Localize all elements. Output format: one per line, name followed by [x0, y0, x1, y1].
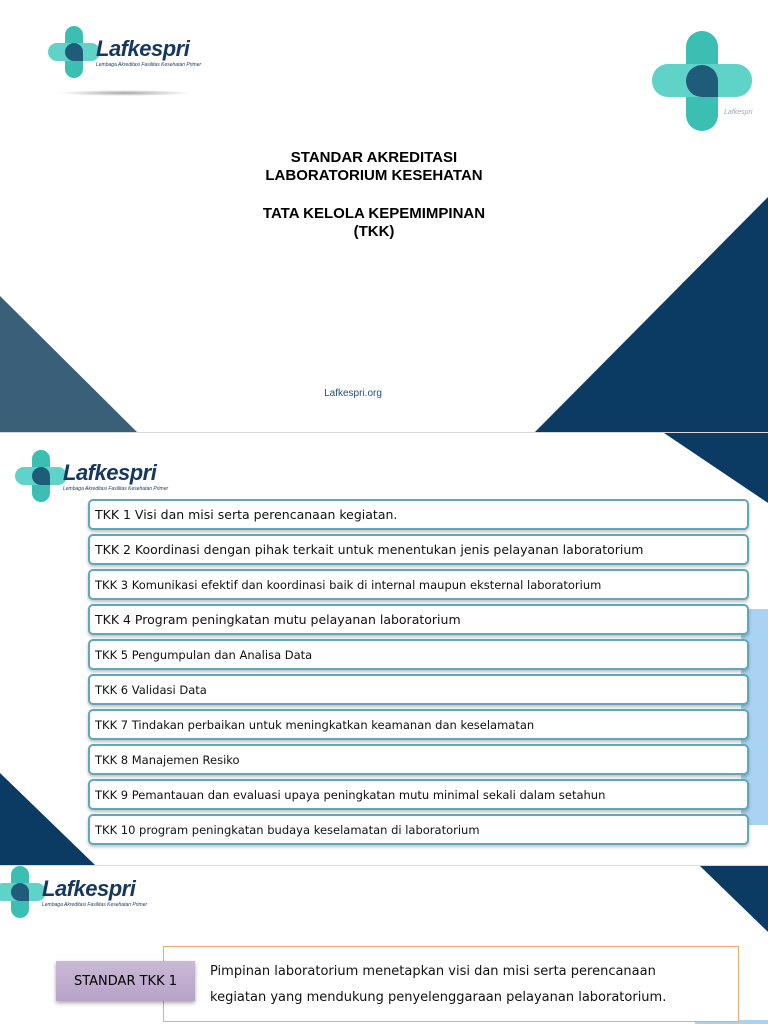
title-slide	[0, 0, 768, 432]
website-link[interactable]: Lafkespri.org	[324, 388, 382, 399]
left-slate-triangle	[0, 296, 137, 432]
right-navy-triangle	[664, 433, 768, 503]
tkk-item-3: TKK 3 Komunikasi efektif dan koordinasi baik di internal maupun eksternal laboratorium	[88, 569, 749, 600]
tkk-item-7: TKK 7 Tindakan perbaikan untuk meningkatkan keamanan dan keselamatan	[88, 709, 749, 740]
tkk-item-8: TKK 8 Manajemen Resiko	[88, 744, 749, 775]
subtitle-line: TATA KELOLA KEPEMIMPINAN	[262, 205, 486, 222]
standard-text-line: kegiatan yang mendukung penyelenggaraan pelayanan laboratorium.	[210, 990, 667, 1005]
tkk-item-2: TKK 2 Koordinasi dengan pihak terkait untuk menentukan jenis pelayanan laboratorium	[88, 534, 749, 565]
subtitle-line: (TKK)	[353, 223, 395, 240]
slide-subtitle	[0, 205, 748, 241]
corner-cross-icon	[652, 31, 752, 131]
tkk-item-9: TKK 9 Pemantauan dan evaluasi upaya peningkatan mutu minimal sekali dalam setahun	[88, 779, 749, 810]
logo-tagline: Lembaga Akreditasi Fasilitas Kesehatan Primer	[96, 62, 202, 68]
slide-title	[0, 149, 748, 185]
logo-tagline: Lembaga Akreditasi Fasilitas Kesehatan Primer	[42, 902, 148, 908]
tkk-item-10: TKK 10 program peningkatan budaya keselamatan di laboratorium	[88, 814, 749, 845]
right-navy-triangle	[700, 866, 768, 932]
lafkespri-logo	[0, 866, 147, 918]
standard-description-box	[163, 946, 739, 1022]
tkk-item-1: TKK 1 Visi dan misi serta perencanaan kegiatan.	[88, 499, 749, 530]
lafkespri-logo	[15, 450, 168, 502]
standard-slide	[0, 866, 768, 1024]
logo-wordmark: Lafkespri	[42, 876, 136, 901]
cross-logo-icon	[48, 26, 100, 78]
title-line: LABORATORIUM KESEHATAN	[265, 167, 483, 184]
tkk-list-slide	[0, 433, 768, 865]
title-line: STANDAR AKREDITASI	[290, 149, 458, 166]
logo-underline-shadow	[58, 90, 192, 96]
tkk-item-5: TKK 5 Pengumpulan dan Analisa Data	[88, 639, 749, 670]
logo-tagline: Lembaga Akreditasi Fasilitas Kesehatan Primer	[63, 486, 169, 492]
corner-cross	[652, 31, 752, 136]
left-navy-triangle	[0, 773, 95, 865]
logo-wordmark: Lafkespri	[63, 460, 157, 485]
corner-cross-caption: Lafkespri	[724, 109, 753, 116]
cross-logo-icon	[0, 866, 46, 918]
tkk-item-6: TKK 6 Validasi Data	[88, 674, 749, 705]
standard-text-line: Pimpinan laboratorium menetapkan visi dan misi serta perencanaan	[210, 964, 656, 979]
lafkespri-logo	[48, 26, 201, 78]
cross-logo-icon	[15, 450, 67, 502]
standard-badge: STANDAR TKK 1	[56, 961, 195, 1001]
logo-wordmark: Lafkespri	[96, 36, 190, 61]
tkk-item-4: TKK 4 Program peningkatan mutu pelayanan laboratorium	[88, 604, 749, 635]
